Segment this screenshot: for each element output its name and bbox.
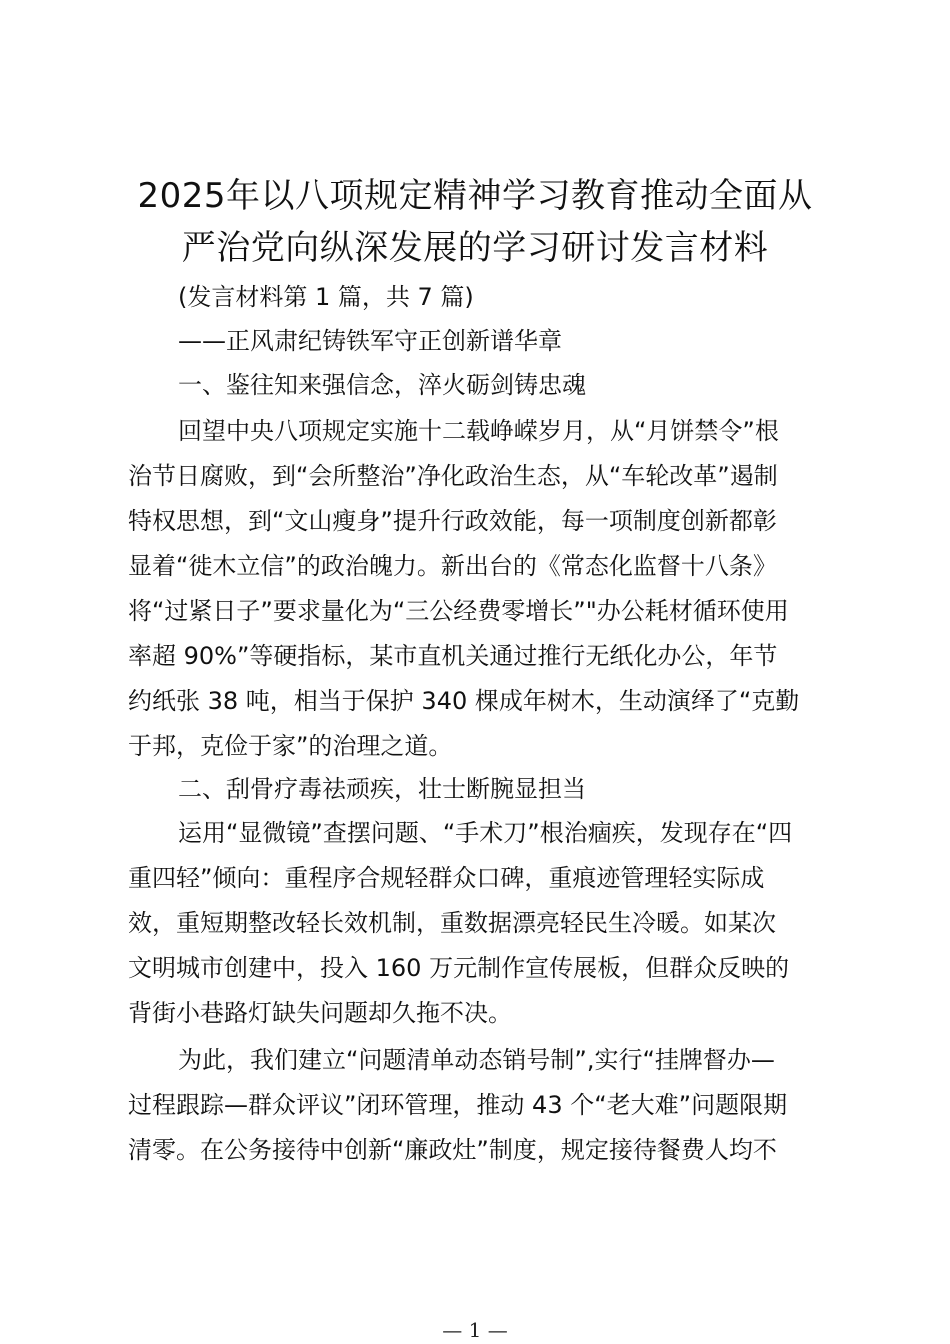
paragraph-2-line: 背街小巷路灯缺失问题却久拖不决。 <box>128 999 512 1027</box>
document-tagline: ——正风肃纪铸铁军守正创新谱华章 <box>178 327 562 355</box>
paragraph-1-line: 治节日腐败，到“会所整治”净化政治生态，从“车轮改革”遏制 <box>128 462 778 490</box>
paragraph-3-line: 清零。在公务接待中创新“廉政灶”制度，规定接待餐费人均不 <box>128 1136 777 1164</box>
document-title-line-1: 2025年以八项规定精神学习教育推动全面从 <box>137 176 813 216</box>
paragraph-1-line: 率超 90%”等硬指标，某市直机关通过推行无纸化办公，年节 <box>128 642 778 670</box>
document-title-line-2: 严治党向纵深发展的学习研讨发言材料 <box>181 228 769 268</box>
paragraph-1-line: 回望中央八项规定实施十二载峥嵘岁月，从“月饼禁令”根 <box>178 417 779 445</box>
paragraph-2-line: 文明城市创建中，投入 160 万元制作宣传展板，但群众反映的 <box>128 954 790 982</box>
paragraph-1-line: 特权思想，到“文山瘦身”提升行政效能，每一项制度创新都彰 <box>128 507 777 535</box>
section-2-heading: 二、刮骨疗毒祛顽疾，壮士断腕显担当 <box>178 775 586 803</box>
paragraph-2-line: 运用“显微镜”查摆问题、“手术刀”根治痼疾，发现存在“四 <box>178 819 793 847</box>
paragraph-2-line: 重四轻”倾向：重程序合规轻群众口碑，重痕迹管理轻实际成 <box>128 864 765 892</box>
document-subtitle: (发言材料第 1 篇，共 7 篇) <box>178 283 474 311</box>
paragraph-3-line: 为此，我们建立“问题清单动态销号制”,实行“挂牌督办— <box>178 1046 775 1074</box>
paragraph-3-line: 过程跟踪—群众评议”闭环管理，推动 43 个“老大难”问题限期 <box>128 1091 788 1119</box>
section-1-heading: 一、鉴往知来强信念，淬火砺剑铸忠魂 <box>178 371 586 399</box>
paragraph-1-line: 约纸张 38 吨，相当于保护 340 棵成年树木，生动演绎了“克勤 <box>128 687 800 715</box>
paragraph-2-line: 效，重短期整改轻长效机制，重数据漂亮轻民生冷暖。如某次 <box>128 909 776 937</box>
page-number: — 1 — <box>442 1318 508 1342</box>
paragraph-1-line: 将“过紧日子”要求量化为“三公经费零增长”"办公耗材循环使用 <box>128 597 789 625</box>
paragraph-1-line: 于邦，克俭于家”的治理之道。 <box>128 732 453 760</box>
paragraph-1-line: 显着“徙木立信”的政治魄力。新出台的《常态化监督十八条》 <box>128 552 777 580</box>
